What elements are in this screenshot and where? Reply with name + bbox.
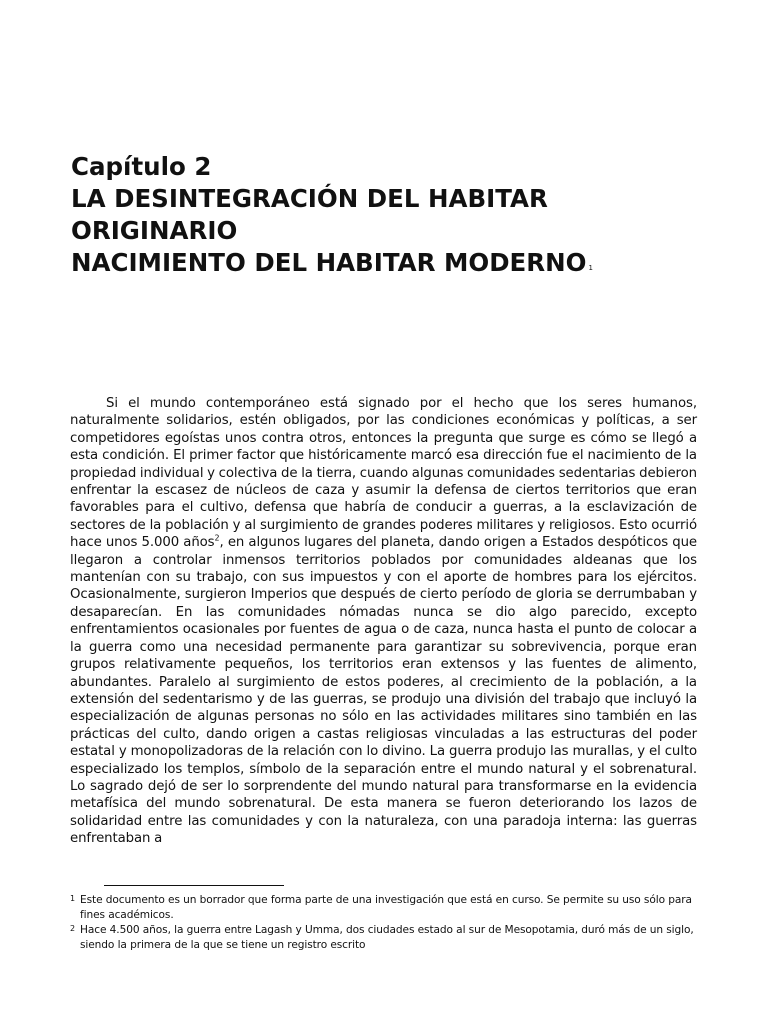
- footnote-ref-1[interactable]: 1: [588, 264, 593, 272]
- chapter-heading: [71, 151, 691, 285]
- footnotes: [70, 893, 697, 953]
- chapter-title-line-3-text: NACIMIENTO DEL HABITAR MODERNO: [71, 248, 587, 277]
- body-paragraph-part-2: , en algunos lugares del planeta, dando origen a Estados despóticos que llegaron a controlar inmensos territorios poblados por comunidades aldeanas que los mantenían con su trabajo, con sus impuestos y con el aporte de hombres para los ejércitos. Ocasionalmente, surgieron Imperios que después de cierto período de gloria se derrumbaban y desaparecían. En las comunidades nómadas nunca se dio algo parecido, excepto enfrentamientos ocasionales por fuentes de agua o de caza, nunca hasta el punto de colocar a la guerra como una necesidad permanente para garantizar su sobrevivencia, porque eran grupos relativamente pequeños, los territorios eran extensos y las fuentes de alimento, abundantes. Paralelo al surgimiento de estos poderes, al crecimiento de la población, a la extensión del sedentarismo y de las guerras, se produjo una división del trabajo que incluyó la especialización de algunas personas no sólo en las actividades militares sino también en las prácticas del culto, dando origen a castas religiosas vinculadas a las estructuras del poder estatal y monopolizadoras de la relación con lo divino. La guerra produjo las murallas, y el culto especializado los templos, símbolo de la separación entre el mundo natural y el sobrenatural. Lo sagrado dejó de ser lo sorprendente del mundo natural para transformarse en la evidencia metafísica del mundo sobrenatural. De esta manera se fueron deteriorando los lazos de solidaridad entre las comunidades y con la naturaleza, con una paradoja interna: las guerras enfrentaban a: [70, 535, 697, 847]
- chapter-title-line-1: LA DESINTEGRACIÓN DEL HABITAR: [71, 184, 548, 213]
- chapter-title-line-3: [71, 247, 691, 285]
- footnote-separator: [104, 885, 284, 886]
- chapter-title-line-2: ORIGINARIO: [71, 216, 238, 245]
- body-paragraph-part-1: Si el mundo contemporáneo está signado por el hecho que los seres humanos, naturalmente solidarios, estén obligados, por las condiciones económicas y políticas, a ser competidores egoístas unos contra otros, entonces la pregunta que surge es cómo se llegó a esta condición. El primer factor que históricamente marcó esa dirección fue el nacimiento de la propiedad individual y colectiva de la tierra, cuando algunas comunidades sedentarias debieron enfrentar la escasez de núcleos de caza y asumir la defensa de ciertos territorios que eran favorables para el cultivo, defensa que habría de conducir a guerras, a la esclavización de sectores de la población y al surgimiento de grandes poderes militares y religiosos. Esto ocurrió hace unos 5.000 años: [70, 396, 697, 551]
- body-paragraph: [70, 395, 697, 848]
- footnote-2-text: Hace 4.500 años, la guerra entre Lagash y Umma, dos ciudades estado al sur de Mesopotamia, duró más de un siglo, siendo la primera de la que se tiene un registro escrito: [80, 924, 694, 951]
- footnote-1-mark: 1: [70, 894, 75, 903]
- footnote-1-text: Este documento es un borrador que forma parte de una investigación que está en curso. Se permite su uso sólo para fines académicos.: [80, 894, 692, 921]
- chapter-number: Capítulo 2: [71, 152, 212, 181]
- footnote-2-mark: 2: [70, 924, 75, 933]
- footnote-1: [70, 893, 697, 922]
- footnote-ref-2[interactable]: 2: [214, 533, 220, 543]
- footnote-2: [70, 923, 697, 952]
